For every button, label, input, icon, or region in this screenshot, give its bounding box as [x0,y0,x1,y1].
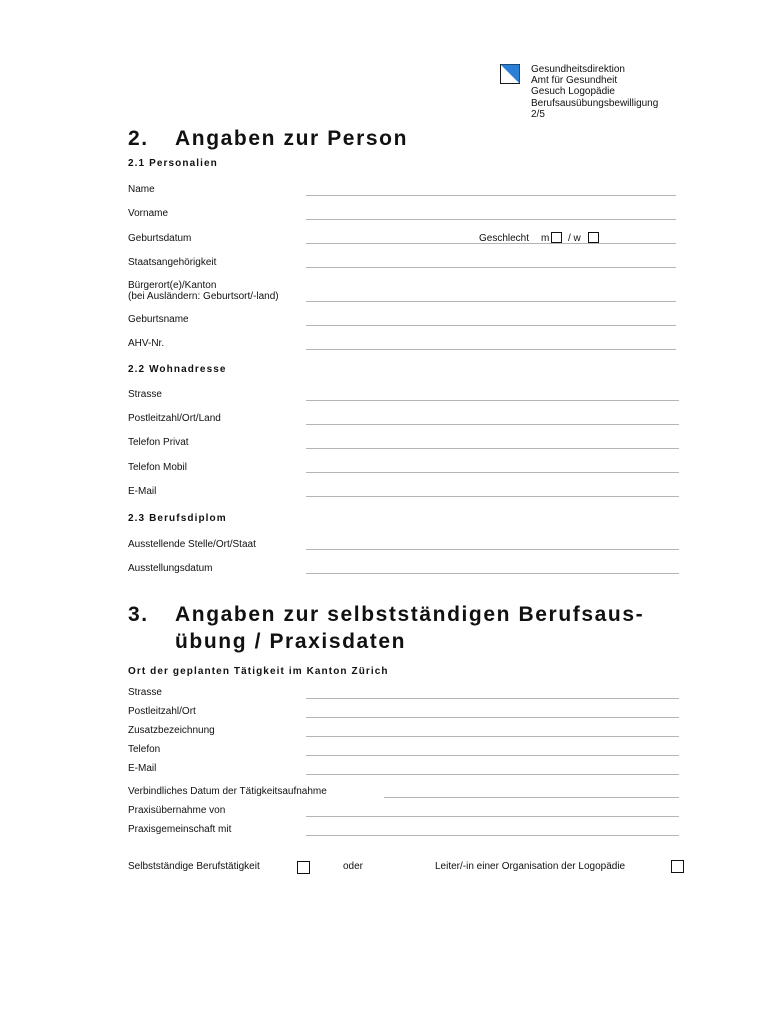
praxis-strasse-label: Strasse [128,687,162,698]
geschlecht-w-checkbox[interactable] [588,232,599,243]
praxis-email-field[interactable] [306,774,679,775]
telefon-mobil-label: Telefon Mobil [128,462,187,473]
praxisuebernahme-field[interactable] [306,816,679,817]
ausstellende-stelle-label: Ausstellende Stelle/Ort/Staat [128,539,256,550]
section-2-title: Angaben zur Person [175,127,408,150]
praxis-plz-ort-field[interactable] [306,717,679,718]
section-2-heading [128,126,528,152]
strasse-field[interactable] [306,400,679,401]
zusatzbezeichnung-field[interactable] [306,736,679,737]
buergerort-label: Bürgerort(e)/Kanton [128,280,217,291]
section-3-title-line2: übung / Praxisdaten [175,630,407,653]
praxisgemeinschaft-label: Praxisgemeinschaft mit [128,824,232,835]
taetigkeit-ort-heading: Ort der geplanten Tätigkeit im Kanton Zürich [128,666,389,677]
selbststaendig-label: Selbstständige Berufstätigkeit [128,861,260,872]
plz-ort-land-label: Postleitzahl/Ort/Land [128,413,221,424]
praxisgemeinschaft-field[interactable] [306,835,679,836]
email-field[interactable] [306,496,679,497]
selbststaendig-checkbox[interactable] [297,861,310,874]
geburtsname-label: Geburtsname [128,314,189,325]
ausstellende-stelle-field[interactable] [306,549,679,550]
header-line: Gesundheitsdirektion [531,64,625,75]
header-line: Gesuch Logopädie [531,86,615,98]
strasse-label: Strasse [128,389,162,400]
header-line: Amt für Gesundheit [531,75,618,87]
oder-label: oder [343,861,364,872]
name-label: Name [128,184,155,195]
praxis-strasse-field[interactable] [306,698,679,699]
email-label: E-Mail [128,486,157,497]
wohnadresse-heading: 2.2 Wohnadresse [128,364,227,375]
header-department-block [531,64,658,120]
leiter-checkbox[interactable] [671,860,684,873]
ahv-label: AHV-Nr. [128,338,165,349]
buergerort-field[interactable] [306,301,676,302]
staatsangehoerigkeit-field[interactable] [306,267,676,268]
buergerort-hint: (bei Ausländern: Geburtsort/-land) [128,291,279,302]
header-page-number: 2/5 [531,108,545,120]
section-3-number: 3. [128,603,149,626]
praxis-telefon-field[interactable] [306,755,679,756]
vorname-field[interactable] [306,219,676,220]
telefon-privat-field[interactable] [306,448,679,449]
geburtsname-field[interactable] [306,325,676,326]
vorname-label: Vorname [128,208,169,219]
geschlecht-label: Geschlecht [479,233,530,244]
geschlecht-w-label: / w [568,233,581,244]
section-3-title-line1: Angaben zur selbstständigen Berufsaus- [175,603,645,626]
header-line: Berufsausübungsbewilligung [531,97,659,109]
ahv-field[interactable] [306,349,676,350]
zusatzbezeichnung-label: Zusatzbezeichnung [128,725,215,736]
plz-ort-land-field[interactable] [306,424,679,425]
telefon-privat-label: Telefon Privat [128,437,189,448]
praxis-telefon-label: Telefon [128,744,161,755]
geschlecht-m-label: m [541,233,550,244]
ausstellungsdatum-field[interactable] [306,573,679,574]
section-3-heading [128,602,688,628]
berufsdiplom-heading: 2.3 Berufsdiplom [128,513,227,524]
section-2-number: 2. [128,127,149,150]
praxisuebernahme-label: Praxisübernahme von [128,805,226,816]
telefon-mobil-field[interactable] [306,472,679,473]
praxis-plz-ort-label: Postleitzahl/Ort [128,706,196,717]
ausstellungsdatum-label: Ausstellungsdatum [128,563,213,574]
canton-zurich-logo [500,64,520,84]
name-field[interactable] [306,195,676,196]
verbindliches-datum-label: Verbindliches Datum der Tätigkeitsaufnahme [128,786,327,797]
geschlecht-m-checkbox[interactable] [551,232,562,243]
geburtsdatum-label: Geburtsdatum [128,233,192,244]
staatsangehoerigkeit-label: Staatsangehörigkeit [128,257,217,268]
personalien-heading: 2.1 Personalien [128,158,218,169]
leiter-label: Leiter/-in einer Organisation der Logopädie [435,861,626,872]
verbindliches-datum-field[interactable] [384,797,679,798]
praxis-email-label: E-Mail [128,763,157,774]
